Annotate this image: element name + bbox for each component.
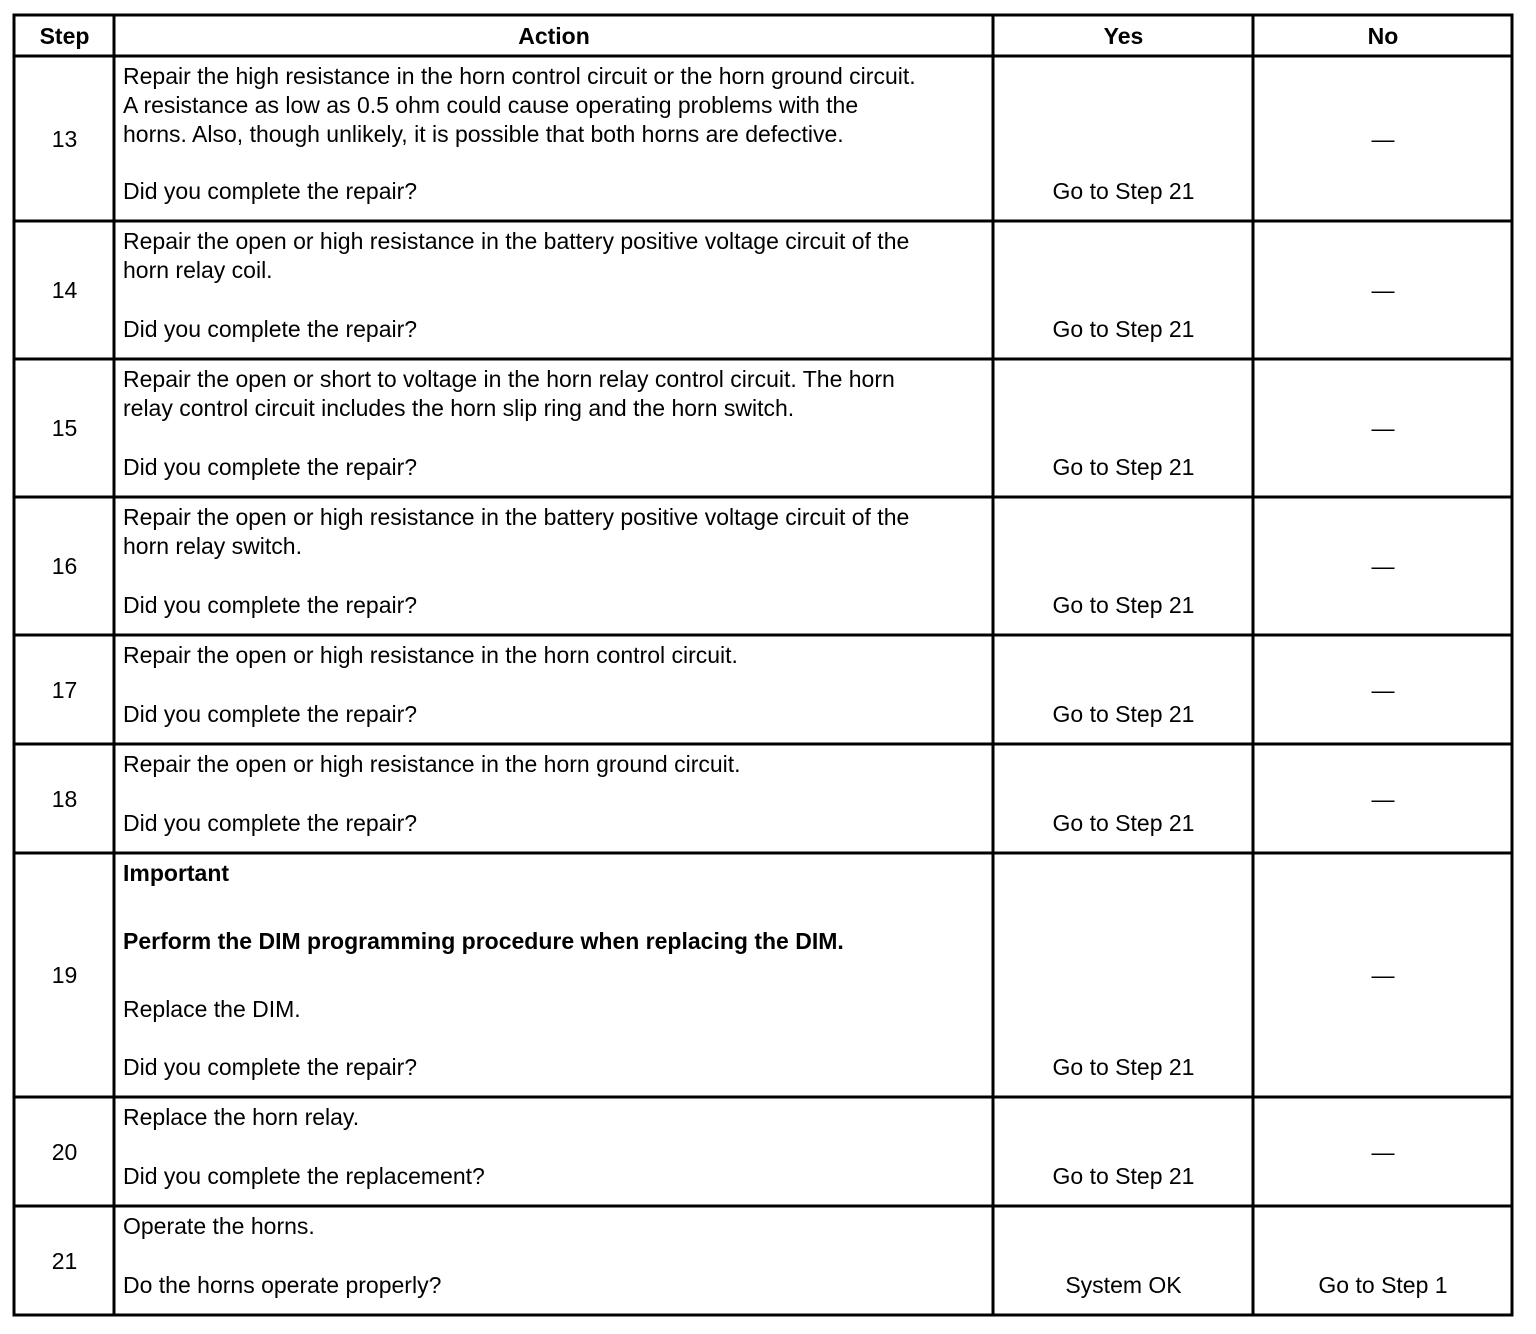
yes-outcome: Go to Step 21	[1052, 1163, 1195, 1189]
header-yes-label: Yes	[1103, 22, 1144, 49]
action-text: Repair the open or high resistance in the battery positive voltage circuit of the horn relay switch.	[123, 504, 910, 559]
header-no-label: No	[1367, 22, 1399, 49]
step-cell	[16, 746, 113, 852]
step-number: 15	[51, 415, 78, 441]
yes-outcome: Go to Step 21	[1052, 592, 1195, 618]
step-cell	[16, 1099, 113, 1205]
step-cell	[16, 361, 113, 496]
step-number: 14	[51, 277, 78, 303]
action-question: Did you complete the repair?	[123, 178, 418, 204]
header-no	[1255, 17, 1511, 55]
no-cell	[1255, 58, 1511, 220]
no-outcome: —	[1371, 553, 1395, 579]
header-action	[116, 17, 992, 55]
important-note: Perform the DIM programming procedure when replacing the DIM.	[123, 928, 844, 954]
action-question: Did you complete the repair?	[123, 1054, 418, 1080]
no-cell	[1255, 223, 1511, 358]
yes-outcome: Go to Step 21	[1052, 701, 1195, 727]
header-step	[16, 17, 113, 55]
no-cell	[1255, 637, 1511, 743]
step-cell	[16, 855, 113, 1096]
action-text: Repair the open or short to voltage in the horn relay control circuit. The horn relay control circuit includes the horn slip ring and the horn switch.	[123, 366, 895, 421]
header-yes	[995, 17, 1252, 55]
no-cell	[1255, 855, 1511, 1096]
step-cell	[16, 499, 113, 634]
yes-outcome: Go to Step 21	[1052, 810, 1195, 836]
no-cell	[1255, 746, 1511, 852]
no-outcome: —	[1371, 1138, 1395, 1165]
step-number: 13	[51, 125, 78, 152]
no-outcome: Go to Step 1	[1318, 1272, 1448, 1298]
yes-outcome: System OK	[1065, 1272, 1182, 1298]
action-text: Operate the horns.	[123, 1213, 315, 1239]
action-question: Did you complete the replacement?	[123, 1163, 485, 1189]
step-number: 21	[51, 1247, 78, 1274]
no-cell	[1255, 1099, 1511, 1205]
no-outcome: —	[1371, 277, 1395, 303]
yes-outcome: Go to Step 21	[1052, 178, 1195, 204]
step-cell	[16, 223, 113, 358]
step-cell	[16, 637, 113, 743]
header-action-label: Action	[518, 22, 590, 49]
no-outcome: —	[1371, 962, 1395, 988]
step-number: 17	[51, 676, 78, 703]
step-cell	[16, 58, 113, 220]
action-text: Repair the open or high resistance in the battery positive voltage circuit of the horn relay coil.	[123, 228, 910, 283]
no-cell	[1255, 361, 1511, 496]
action-question: Did you complete the repair?	[123, 454, 418, 480]
action-text: Repair the open or high resistance in the horn control circuit.	[123, 642, 738, 668]
step-number: 20	[51, 1138, 78, 1165]
yes-outcome: Go to Step 21	[1052, 316, 1195, 342]
action-question: Did you complete the repair?	[123, 592, 418, 618]
no-cell	[1255, 499, 1511, 634]
step-number: 18	[51, 785, 78, 812]
important-heading: Important	[123, 860, 230, 886]
action-text: Repair the high resistance in the horn control circuit or the horn ground circuit. A resistance as low as 0.5 ohm could cause operating problems with the horns. Also, though unlikely, it is possible that both horns are defective.	[123, 63, 916, 147]
yes-outcome: Go to Step 21	[1052, 454, 1195, 480]
no-outcome: —	[1371, 676, 1395, 703]
action-question: Do the horns operate properly?	[123, 1272, 442, 1298]
header-step-label: Step	[39, 22, 90, 49]
no-outcome: —	[1371, 415, 1395, 441]
action-text: Repair the open or high resistance in the horn ground circuit.	[123, 751, 741, 777]
yes-outcome: Go to Step 21	[1052, 1054, 1195, 1080]
step-number: 16	[51, 553, 78, 579]
step-cell	[16, 1208, 113, 1314]
no-outcome: —	[1371, 785, 1395, 812]
action-question: Did you complete the repair?	[123, 701, 418, 727]
no-outcome: —	[1371, 125, 1395, 152]
action-question: Did you complete the repair?	[123, 316, 418, 342]
step-number: 19	[51, 962, 78, 988]
action-text: Replace the DIM.	[123, 996, 301, 1022]
action-question: Did you complete the repair?	[123, 810, 418, 836]
action-text: Replace the horn relay.	[123, 1104, 360, 1130]
